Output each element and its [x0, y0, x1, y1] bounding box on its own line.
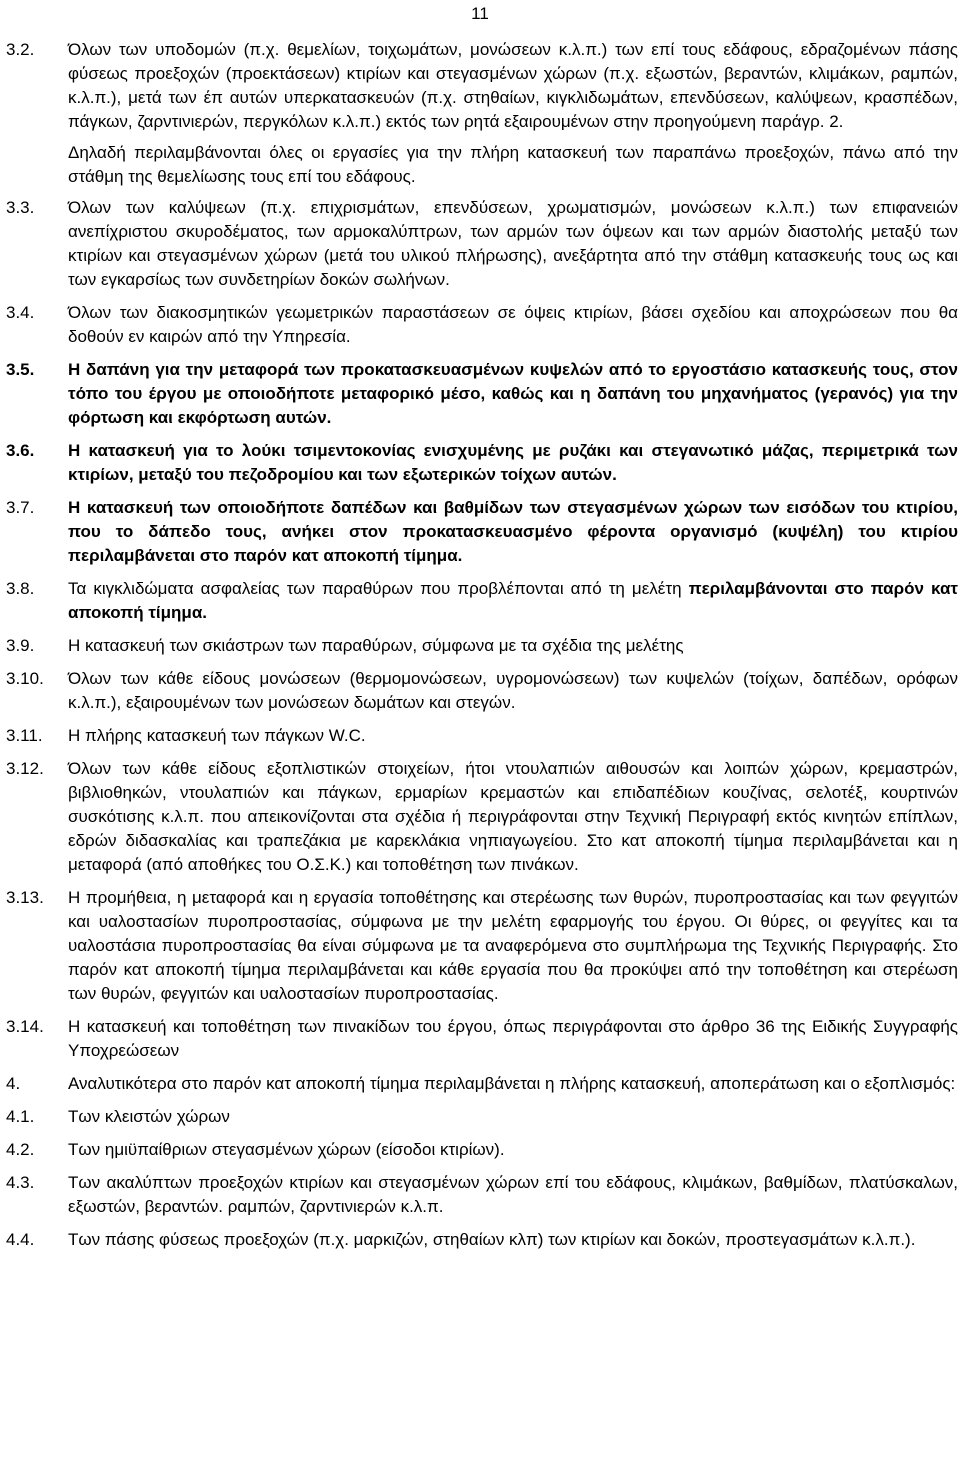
list-item	[6, 634, 958, 658]
item-number: 3.11.	[6, 726, 43, 745]
item-text: Όλων των καλύψεων (π.χ. επιχρισμάτων, επενδύσεων, χρωματισμών, μονώσεων κ.λ.π.) των επιφανειών ανεπίχριστου σκυροδέματος, των αρμοκαλύπτρων, των αρμών των όψεων και των αρμών διαστολής μεταξύ των κτιρίων και στεγασμένων χώρων (μετά του υλικού πλήρωσης), ανεξάρτητα από την στάθμη κατασκευής τους ως και των εγκαρσίως των συνδετηρίων δοκών σωλήνων.	[68, 198, 958, 289]
item-text: Των πάσης φύσεως προεξοχών (π.χ. μαρκιζών, στηθαίων κλπ) των κτιρίων και δοκών, προστεγασμάτων κ.λ.π.).	[68, 1230, 916, 1249]
item-text: Όλων των κάθε είδους μονώσεων (θερμομονώσεων, υγρομονώσεων) των κυψελών (τοίχων, δαπέδων, ορόφων κ.λ.π.), εξαιρουμένων των μονώσεων δωμάτων και στεγών.	[68, 669, 958, 712]
list-item	[6, 358, 958, 430]
item-text: Η κατασκευή των σκιάστρων των παραθύρων, σύμφωνα με τα σχέδια της μελέτης	[68, 636, 684, 655]
list-item	[6, 667, 958, 715]
item-number: 4.2.	[6, 1140, 35, 1159]
list-item	[6, 496, 958, 568]
list-item	[6, 1171, 958, 1219]
item-number: 3.2.	[6, 40, 35, 59]
item-number: 3.10.	[6, 669, 44, 688]
item-number: 3.4.	[6, 303, 35, 322]
item-number: 4.1.	[6, 1107, 35, 1126]
item-text: Η κατασκευή για το λούκι τσιμεντοκονίας ενισχυμένης με ρυζάκι και στεγανωτικό μάζας, περιμετρικά των κτιρίων, μεταξύ του πεζοδρομίου και των εξωτερικών τοίχων αυτών.	[68, 441, 958, 484]
item-number: 3.13.	[6, 888, 44, 907]
list-item	[6, 1015, 958, 1063]
item-text-container	[68, 577, 958, 625]
item-text: Η προμήθεια, η μεταφορά και η εργασία τοποθέτησης και στερέωσης των θυρών, πυροπροστασίας και των φεγγιτών και υαλοστασίων πυροπροστασίας, σύμφωνα με την μελέτη εφαρμογής του έργου. Οι θύρες, οι φεγγίτες και τα υαλοστάσια πυροπροστασίας θα είναι σύμφωνα με τα αναφερόμενα στο συμπλήρωμα της Τεχνικής Περιγραφής. Στο παρόν κατ αποκοπή τίμημα περιλαμβάνεται και κάθε εργασία που θα προκύψει από την τοποθέτηση και στερέωση των θυρών, φεγγιτών και υαλοστασίων πυροπροστασίας.	[68, 888, 958, 1003]
item-number: 3.12.	[6, 759, 44, 778]
item-text: Των ακαλύπτων προεξοχών κτιρίων και στεγασμένων χώρων επί του εδάφους, κλιμάκων, βαθμίδων, πλατύσκαλων, εξωστών, βεραντών. ραμπών, ζαρντινιερών κ.λ.π.	[68, 1173, 958, 1216]
item-number: 4.3.	[6, 1173, 35, 1192]
item-text: Η δαπάνη για την μεταφορά των προκατασκευασμένων κυψελών από το εργοστάσιο κατασκευής τους, στον τόπο του έργου με οποιοδήποτε μεταφορικό μέσο, καθώς και η δαπάνη του μηχανήματος (γερανός) για την φόρτωση και εκφόρτωση αυτών.	[68, 360, 958, 427]
list-item	[6, 1105, 958, 1129]
item-number: 3.8.	[6, 579, 35, 598]
document-body	[6, 38, 958, 1252]
list-item	[6, 439, 958, 487]
item-text: Των ημιϋπαίθριων στεγασμένων χώρων (είσοδοι κτιρίων).	[68, 1140, 505, 1159]
item-number: 3.7.	[6, 498, 35, 517]
item-number: 4.	[6, 1074, 21, 1093]
page-number: 11	[471, 4, 489, 23]
item-number: 3.5.	[6, 360, 35, 379]
item-number: 3.9.	[6, 636, 35, 655]
list-item	[6, 38, 958, 134]
item-number: 3.14.	[6, 1017, 44, 1036]
item-text: Αναλυτικότερα στο παρόν κατ αποκοπή τίμημα περιλαμβάνεται η πλήρης κατασκευή, αποπεράτωση και ο εξοπλισμός:	[68, 1074, 956, 1093]
list-item	[6, 196, 958, 292]
item-text: Των κλειστών χώρων	[68, 1107, 230, 1126]
item-text: Η κατασκευή και τοποθέτηση των πινακίδων του έργου, όπως περιγράφονται στο άρθρο 36 της Ειδικής Συγγραφής Υποχρεώσεων	[68, 1017, 958, 1060]
item-number: 3.6.	[6, 441, 35, 460]
list-item	[6, 1072, 958, 1096]
item-extra-paragraph: Δηλαδή περιλαμβάνονται όλες οι εργασίες για την πλήρη κατασκευή των παραπάνω προεξοχών, πάνω από την στάθμη της θεμελίωσης τους επί του εδάφους.	[68, 143, 958, 186]
item-text-bold-tail: περιλαμβάνονται στο παρόν κατ αποκοπή τίμημα.	[68, 579, 958, 622]
list-item	[6, 577, 958, 625]
item-number: 3.3.	[6, 198, 35, 217]
list-item	[6, 301, 958, 349]
list-item	[6, 724, 958, 748]
item-text: Όλων των κάθε είδους εξοπλιστικών στοιχείων, ήτοι ντουλαπιών αιθουσών και λοιπών χώρων, κρεμαστρών, βιβλιοθηκών, ντουλαπιών και πάγκων, ερμαρίων κρεμαστών και επιδαπέδιων κουζίνας, σελοτέξ, κουρτινών συσκότισης κ.λ.π. που απεικονίζονται στα σχέδια ή περιγράφονται στην Τεχνική Περιγραφή εκτός κινητών επίπλων, εδρών διδασκαλίας και τραπεζάκια με καρεκλάκια νηπιαγωγείου. Στο κατ αποκοπή τίμημα περιλαμβάνεται και η μεταφορά (από αποθήκες του Ο.Σ.Κ.) και τοποθέτηση των πινάκων.	[68, 759, 958, 874]
item-text: Όλων των υποδομών (π.χ. θεμελίων, τοιχωμάτων, μονώσεων κ.λ.π.) των επί τους εδάφους, εδραζομένων πάσης φύσεως προεξοχών (προεκτάσεων) κτιρίων και στεγασμένων χώρων (π.χ. εξωστών, βεραντών, κλιμάκων, ραμπών, κ.λ.π.), μετά των έπ αυτών υπερκατασκευών (π.χ. στηθαίων, κιγκλιδωμάτων, επενδύσεων, καλύψεων, κρασπέδων, πάγκων, ζαρντινιερών, περγκόλων κ.λ.π.) εκτός των ρητά εξαιρουμένων στην προηγούμενη παράγρ. 2.	[68, 40, 958, 131]
item-text: Η κατασκευή των οποιοδήποτε δαπέδων και βαθμίδων των στεγασμένων χώρων των εισόδων του κτιρίου, που το δάπεδο τους, ανήκει στον προκατασκευασμένο φέροντα οργανισμό (κυψέλη) του κτιρίου περιλαμβάνεται στο παρόν κατ αποκοπή τίμημα.	[68, 498, 958, 565]
item-text: Τα κιγκλιδώματα ασφαλείας των παραθύρων που προβλέπονται από τη μελέτη	[68, 579, 682, 598]
item-number: 4.4.	[6, 1230, 35, 1249]
item-text: Όλων των διακοσμητικών γεωμετρικών παραστάσεων σε όψεις κτιρίων, βάσει σχεδίου και αποχρώσεων που θα δοθούν εν καιρών από την Υπηρεσία.	[68, 303, 958, 346]
list-item	[6, 757, 958, 877]
list-item	[6, 886, 958, 1006]
item-text: Η πλήρης κατασκευή των πάγκων W.C.	[68, 726, 366, 745]
list-item	[6, 1228, 958, 1252]
list-item	[6, 1138, 958, 1162]
